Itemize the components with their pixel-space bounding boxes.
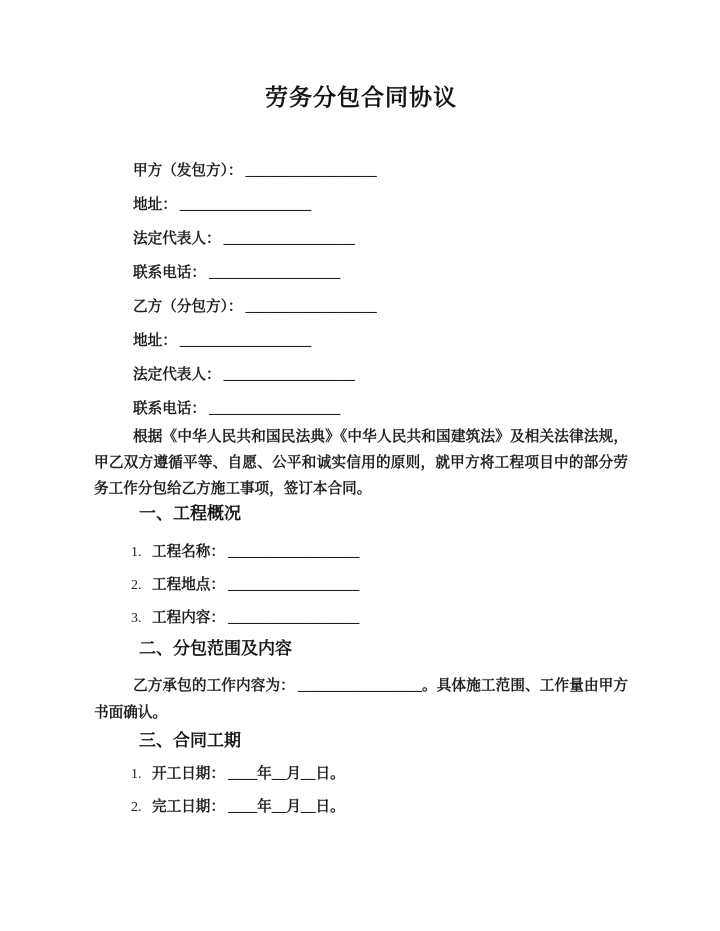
preamble-paragraph [94, 424, 628, 502]
field-row-party-a-legal-rep [133, 229, 628, 250]
field-row-party-b-address [133, 331, 628, 352]
blank-line: __________________ [208, 265, 341, 281]
section-1-heading: 一、工程概况 [139, 504, 241, 523]
field-label: 甲方（发包方）： [133, 163, 243, 179]
party-fields-section [94, 161, 628, 420]
field-label: 地址： [133, 197, 177, 213]
field-label: 地址： [133, 333, 177, 349]
field-label: 联系电话： [133, 401, 206, 417]
list-item-project-location [94, 575, 628, 596]
blank-line: __________________ [227, 577, 360, 593]
paragraph-text: 。具体施工范围、工作量由甲方书面确认。 [94, 678, 628, 721]
preamble-line: 根据《中华人民共和国民法典》《中华人民共和国建筑法》及相关法律法规， [133, 429, 628, 445]
date-blank: ____年__月__日。 [227, 766, 345, 782]
field-row-party-a [133, 161, 628, 182]
field-row-party-b [133, 297, 628, 318]
item-label: 工程地点： [152, 577, 225, 593]
item-label: 工程内容： [152, 610, 225, 626]
field-row-party-a-address [133, 195, 628, 216]
document-title: 劳务分包合同协议 [265, 85, 457, 110]
field-label: 联系电话： [133, 265, 206, 281]
field-row-party-b-legal-rep [133, 365, 628, 386]
date-blank: ____年__月__日。 [227, 799, 345, 815]
item-label: 完工日期： [152, 799, 225, 815]
blank-line: __________________ [245, 163, 377, 179]
section-2-paragraph [94, 673, 628, 727]
section-3-heading: 三、合同工期 [139, 731, 241, 750]
section-1-list [94, 542, 628, 629]
blank-line: __________________ [179, 197, 312, 213]
field-label: 法定代表人： [133, 231, 221, 247]
blank-line: __________________ [227, 544, 360, 560]
field-row-party-b-phone [133, 399, 628, 420]
item-number: 1. [131, 545, 142, 560]
preamble-line: 务工作分包给乙方施工事项，签订本合同。 [94, 481, 372, 497]
list-item-finish-date [94, 797, 628, 818]
section-2-heading: 二、分包范围及内容 [139, 639, 292, 658]
blank-line: __________________ [208, 401, 341, 417]
blank-line: __________________ [223, 367, 355, 383]
blank-line: __________________ [227, 610, 360, 626]
item-number: 1. [131, 767, 142, 782]
item-label: 工程名称： [152, 544, 225, 560]
section-3-list [94, 764, 628, 818]
inline-blank-line: _________________ [297, 678, 422, 694]
list-item-project-content [94, 608, 628, 629]
field-row-party-a-phone [133, 263, 628, 284]
blank-line: __________________ [179, 333, 312, 349]
item-label: 开工日期： [152, 766, 225, 782]
item-number: 2. [131, 578, 142, 593]
list-item-start-date [94, 764, 628, 785]
field-label: 乙方（分包方）： [133, 299, 243, 315]
item-number: 3. [131, 611, 142, 626]
blank-line: __________________ [245, 299, 377, 315]
paragraph-text: 乙方承包的工作内容为： [133, 678, 295, 694]
item-number: 2. [131, 800, 142, 815]
blank-line: __________________ [223, 231, 355, 247]
list-item-project-name [94, 542, 628, 563]
field-label: 法定代表人： [133, 367, 221, 383]
preamble-line: 甲乙双方遵循平等、自愿、公平和诚实信用的原则，就甲方将工程项目中的部分劳 [94, 455, 628, 471]
